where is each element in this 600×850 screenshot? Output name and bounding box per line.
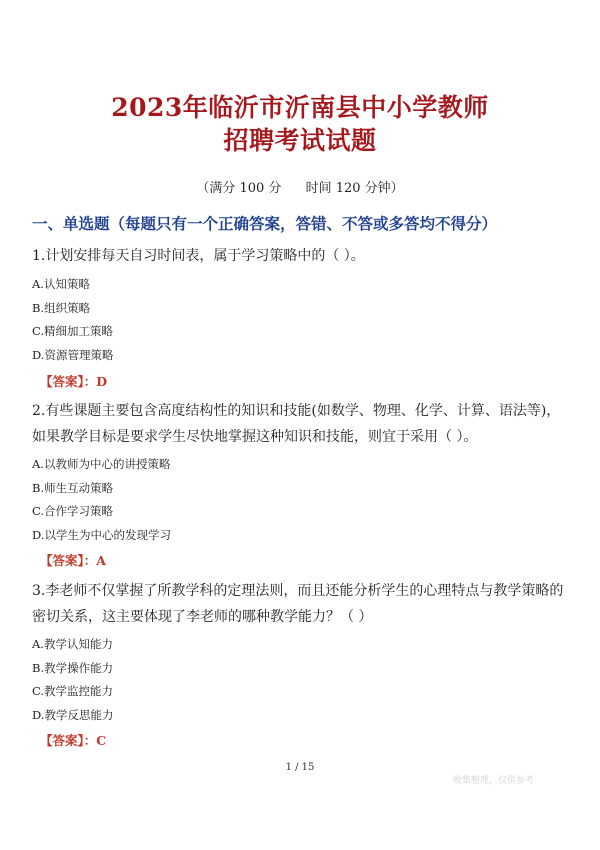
answer-3: 【答案】：C [40, 733, 107, 748]
answer-1: 【答案】：D [40, 374, 108, 389]
option-1b: B.组织策略 [32, 301, 91, 315]
option-1a: A.认知策略 [32, 277, 90, 291]
page-title: 2023年临沂市沂南县中小学教师 [111, 93, 489, 122]
time-text: 时间 120 分钟） [305, 181, 404, 196]
exam-meta [0, 177, 600, 196]
option-2a: A.以教师为中心的讲授策略 [32, 457, 171, 471]
question-stem-3: 3.李老师不仅掌握了所教学科的定理法则，而且还能分析学生的心理特点与教学策略的密切关系，这主要体现了李老师的哪种教学能力？（ ） [32, 583, 564, 625]
question-stem-1: 1.计划安排每天自习时间表，属于学习策略中的（ ）。 [32, 248, 365, 264]
option-2b: B.师生互动策略 [32, 481, 114, 495]
watermark: 收集整理，仅供参考 [452, 776, 534, 786]
question-stem-2: 2.有些课题主要包含高度结构性的知识和技能(如数学、物理、化学、计算、语法等)，如果教学目标是要求学生尽快地掌握这种知识和技能，则宜于采用（ ）。 [32, 403, 561, 445]
option-2c: C.合作学习策略 [32, 504, 114, 518]
option-2d: D.以学生为中心的发现学习 [32, 528, 171, 542]
score-text: （满分 100 分 [196, 181, 282, 196]
page-number: 1 / 15 [285, 762, 315, 773]
option-3d: D.教学反思能力 [32, 708, 114, 722]
page-title-line2: 招聘考试试题 [223, 126, 377, 155]
option-1c: C.精细加工策略 [32, 324, 114, 338]
option-3a: A.教学认知能力 [32, 637, 113, 651]
option-3b: B.教学操作能力 [32, 661, 114, 675]
answer-2: 【答案】：A [40, 553, 106, 568]
option-1d: D.资源管理策略 [32, 348, 114, 362]
section-heading: 一、单选题（每题只有一个正确答案，答错、不答或多答均不得分） [32, 214, 498, 233]
option-3c: C.教学监控能力 [32, 684, 114, 698]
